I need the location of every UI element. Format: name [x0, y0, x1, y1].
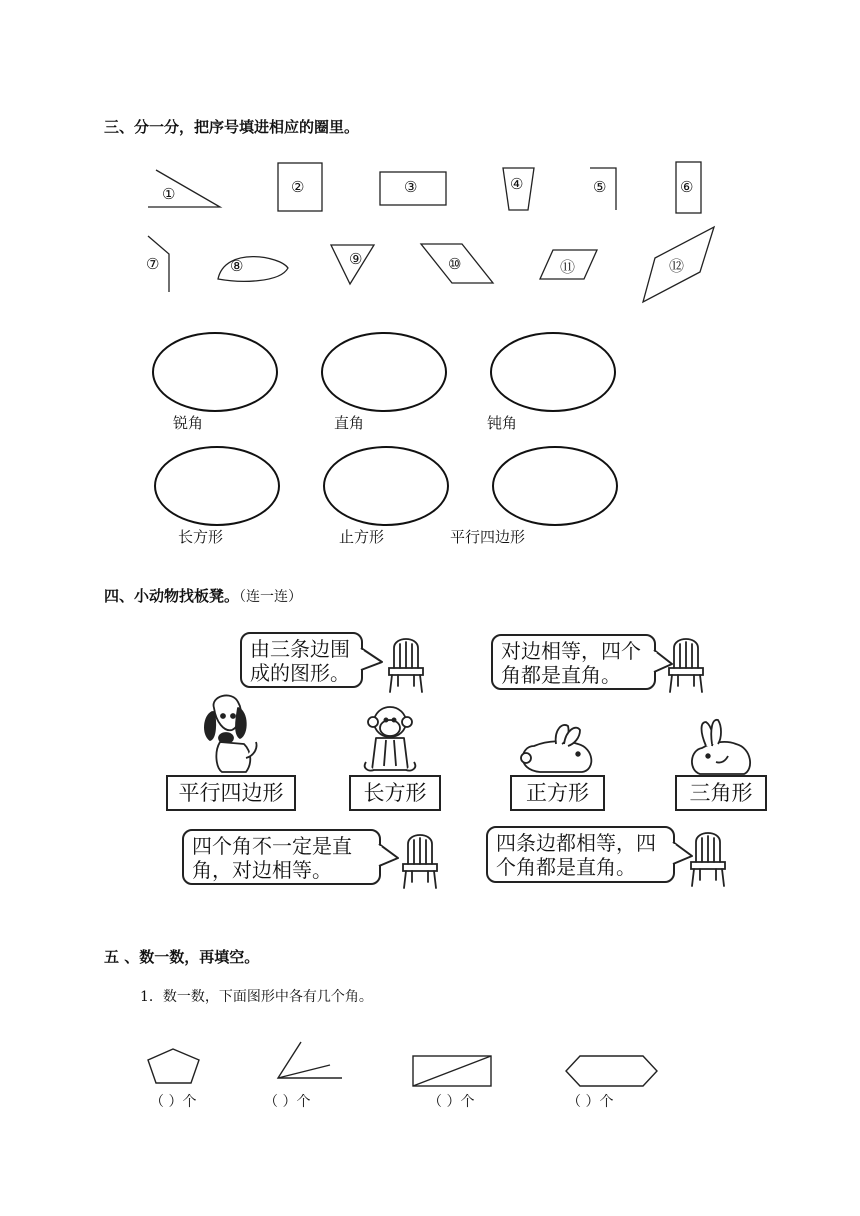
shape-number-1: ① [162, 185, 176, 203]
shape-number-9: ⑨ [349, 250, 363, 268]
label-box-rectangle[interactable]: 长方形 [349, 775, 441, 811]
chair-icon [389, 639, 423, 692]
bubble-parallelogram: 四个角不一定是直角，对边相等。 [182, 829, 381, 885]
monkey-icon [365, 707, 416, 771]
dog-icon [205, 695, 257, 772]
category-square: 止方形 [339, 528, 385, 546]
label-box-parallelogram[interactable]: 平行四边形 [166, 775, 296, 811]
answer-blank-pentagon[interactable]: （ ）个 [150, 1094, 197, 1110]
hexagon-shape [566, 1056, 657, 1086]
oval-square[interactable] [324, 447, 448, 525]
section5-heading: 五 、数一数，再填空。 [104, 948, 260, 966]
category-acute: 锐角 [173, 414, 204, 432]
angle-shape [278, 1042, 342, 1078]
shape-8-curved-shape [218, 257, 288, 282]
answer-blank-angle[interactable]: （ ）个 [264, 1094, 311, 1110]
oval-obtuse[interactable] [491, 333, 615, 411]
shape-number-6: ⑥ [680, 178, 694, 196]
answer-blank-hexagon[interactable]: （ ）个 [567, 1094, 614, 1110]
shape-number-12: ⑫ [669, 257, 685, 275]
answer-blank-rectangle[interactable]: （ ）个 [428, 1094, 475, 1110]
shape-number-3: ③ [404, 178, 418, 196]
shape-number-2: ② [291, 178, 305, 196]
angle-shape-extra-ray [278, 1065, 330, 1078]
bubble-triangle: 由三条边围成的图形。 [240, 632, 363, 688]
oval-right[interactable] [322, 333, 446, 411]
oval-acute[interactable] [153, 333, 277, 411]
rabbit-icon [521, 725, 591, 772]
pentagon-shape [148, 1049, 199, 1083]
category-right: 直角 [334, 414, 365, 432]
bubble-tail-1 [361, 648, 382, 670]
label-box-square[interactable]: 正方形 [510, 775, 605, 811]
category-obtuse: 钝角 [487, 414, 518, 432]
section4-note: （连一连） [239, 589, 303, 605]
bubble-tail-4 [673, 842, 692, 864]
category-rectangle: 长方形 [178, 528, 224, 546]
category-parallelogram: 平行四边形 [450, 528, 526, 546]
shape-number-10: ⑩ [448, 255, 462, 273]
shape-number-11: ⑪ [560, 258, 576, 276]
oval-parallelogram[interactable] [493, 447, 617, 525]
divided-rectangle-shape [413, 1056, 491, 1086]
bubble-tail-3 [379, 844, 398, 866]
shape-number-8: ⑧ [230, 257, 244, 275]
bubble-rectangle: 对边相等，四个角都是直角。 [491, 634, 656, 690]
shape-1-acute-angle [148, 170, 220, 207]
shape-number-5: ⑤ [593, 178, 607, 196]
bubble-square: 四条边都相等，四个角都是直角。 [486, 826, 675, 883]
chair-icon [691, 833, 725, 886]
chair-icon [403, 835, 437, 888]
shape-number-4: ④ [510, 175, 524, 193]
oval-rectangle[interactable] [155, 447, 279, 525]
section4-heading [104, 585, 302, 606]
bubble-tail-2 [654, 650, 672, 672]
label-box-triangle[interactable]: 三角形 [675, 775, 767, 811]
rabbit-sitting-icon [692, 720, 750, 774]
section3-heading: 三、分一分，把序号填进相应的圈里。 [104, 118, 360, 136]
chair-icon [669, 639, 703, 692]
section4-title: 四、小动物找板凳。 [104, 587, 240, 605]
section5-question: 1．数一数，下面图形中各有几个角。 [140, 989, 373, 1005]
rectangle-diagonal [413, 1056, 491, 1086]
shape-number-7: ⑦ [146, 255, 160, 273]
